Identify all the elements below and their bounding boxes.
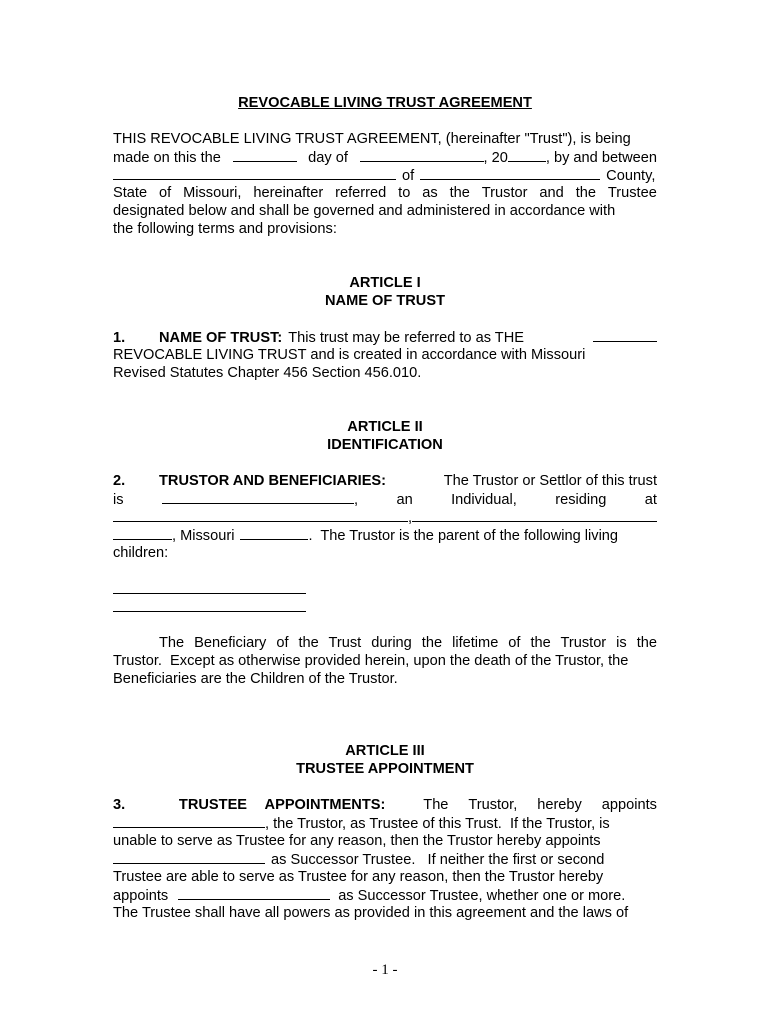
article-3-line-3: unable to serve as Trustee for any reason, then the Trustor hereby appoints <box>113 833 601 849</box>
year-blank[interactable] <box>508 148 546 162</box>
article-3-subheading: TRUSTEE APPOINTMENT <box>296 761 474 777</box>
article-1-line-3: Revised Statutes Chapter 456 Section 456.010. <box>113 365 422 381</box>
city-cont-blank[interactable] <box>113 526 172 540</box>
city-blank[interactable] <box>412 508 657 522</box>
article-1-line-1: 1. NAME OF TRUST: This trust may be referred to as THE <box>113 328 657 346</box>
intro-line-5: designated below and shall be governed and administered in accordance with <box>113 203 616 219</box>
article-2-p2-line-1: The Beneficiary of the Trust during the lifetime of the Trustor is the <box>159 635 657 651</box>
article-3-line-5: Trustee are able to serve as Trustee for any reason, then the Trustor hereby <box>113 869 604 885</box>
address-blank[interactable] <box>113 508 408 522</box>
article-1-line-2: REVOCABLE LIVING TRUST and is created in accordance with Missouri <box>113 347 586 363</box>
article-2-p2-line-3: Beneficiaries are the Children of the Trustor. <box>113 671 398 687</box>
trustor-blank[interactable] <box>162 490 354 504</box>
intro-line-4: State of Missouri, hereinafter referred to as the Trustor and the Trustee <box>113 185 657 201</box>
trustee-blank[interactable] <box>113 814 265 828</box>
second-successor-blank[interactable] <box>178 886 330 900</box>
article-2-line-2: is , an Individual, residing at <box>113 492 657 508</box>
article-2-heading: ARTICLE II <box>347 419 423 435</box>
article-3-line-2: , the Trustor, as Trustee of this Trust. If the Trustor, is <box>113 814 657 832</box>
article-2-subheading: IDENTIFICATION <box>327 437 443 453</box>
article-3-line-6: appoints as Successor Trustee, whether one or more. <box>113 888 626 904</box>
successor-trustee-blank[interactable] <box>113 850 265 864</box>
article-1-subheading: NAME OF TRUST <box>325 293 445 309</box>
article-3-line-1: 3. TRUSTEE APPOINTMENTS: The Trustor, hereby appoints <box>113 797 657 813</box>
article-3-line-7: The Trustee shall have all powers as provided in this agreement and the laws of <box>113 905 629 921</box>
article-3-heading: ARTICLE III <box>345 743 425 759</box>
trust-name-blank[interactable] <box>593 328 657 342</box>
article-2-line-4: , Missouri . The Trustor is the parent of the following living <box>113 526 657 544</box>
document-body <box>113 94 657 922</box>
intro-line-6: the following terms and provisions: <box>113 221 337 237</box>
page-number: - 1 - <box>372 962 398 978</box>
county-blank[interactable] <box>420 166 600 180</box>
article-2-line-1: 2. TRUSTOR AND BENEFICIARIES: The Trustor or Settlor of this trust <box>113 473 657 489</box>
intro-line-1: THIS REVOCABLE LIVING TRUST AGREEMENT, (hereinafter "Trust"), is being <box>113 131 631 147</box>
child-2-blank[interactable] <box>113 598 306 612</box>
zip-blank[interactable] <box>240 526 308 540</box>
article-1-heading: ARTICLE I <box>349 275 421 291</box>
intro-line-2: made on this the day of , 20 , by and between <box>113 150 657 166</box>
child-2-line <box>113 598 657 616</box>
article-3-line-4: as Successor Trustee. If neither the first or second <box>113 850 657 868</box>
article-2-p2-line-2: Trustor. Except as otherwise provided herein, upon the death of the Trustor, the <box>113 653 629 669</box>
trustor-name-blank[interactable] <box>113 166 396 180</box>
month-blank[interactable] <box>360 148 484 162</box>
document-title-text: REVOCABLE LIVING TRUST AGREEMENT <box>238 95 532 111</box>
article-2-line-3: , <box>113 508 657 526</box>
intro-line-3: of County, <box>113 166 657 184</box>
article-2-line-5: children: <box>113 545 169 561</box>
document-title <box>113 94 657 112</box>
day-blank[interactable] <box>233 148 297 162</box>
child-1-line <box>113 580 657 598</box>
child-1-blank[interactable] <box>113 580 306 594</box>
